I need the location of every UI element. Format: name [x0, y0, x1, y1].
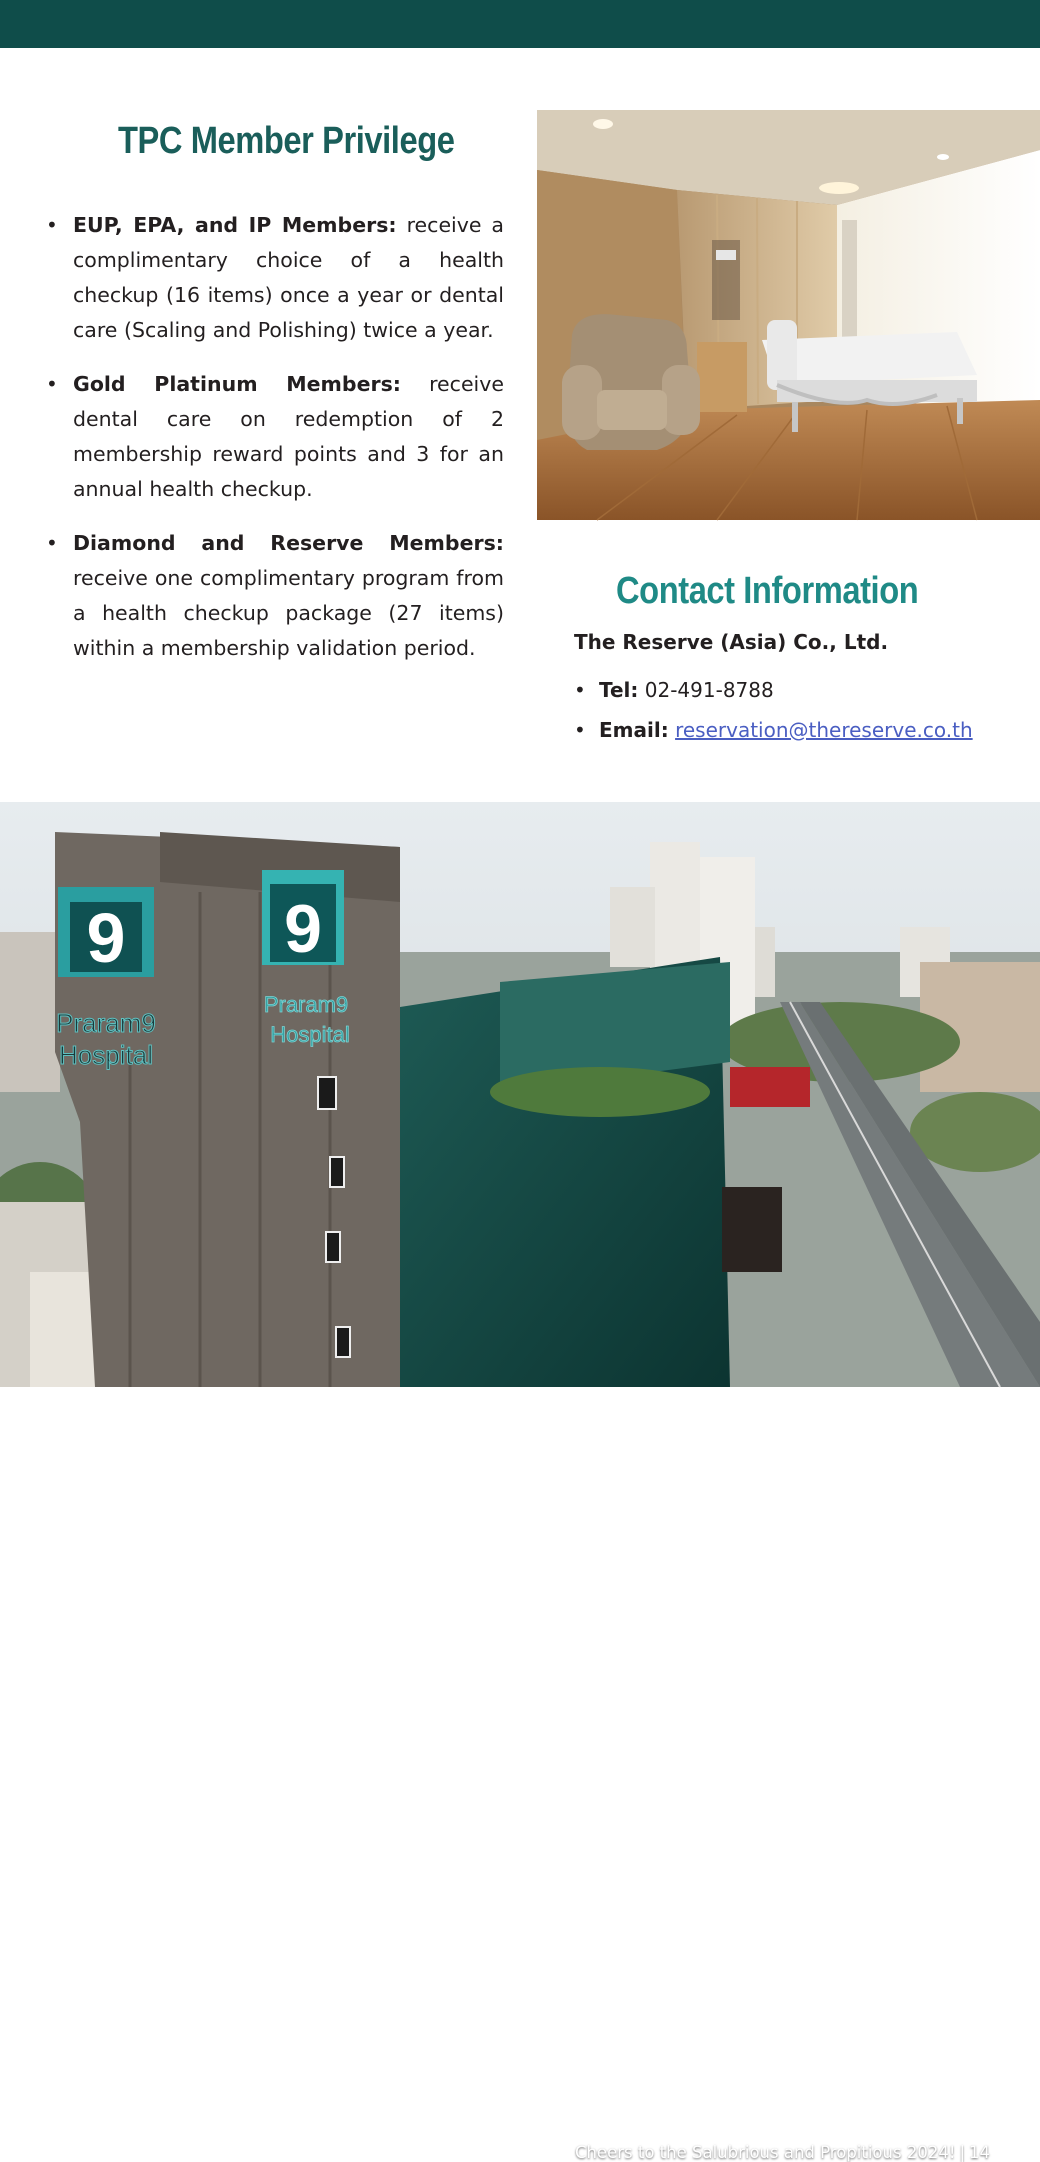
bullet-icon: •: [46, 213, 58, 237]
privilege-item: [46, 208, 504, 348]
logo-name-right-2: Hospital: [270, 1022, 350, 1047]
bullet-icon: •: [574, 678, 586, 702]
privilege-text: receive one complimentary program from a health checkup package (27 items) within a membership validation period.: [73, 566, 504, 660]
privilege-title: TPC Member Privilege: [118, 120, 455, 162]
contact-email: [574, 710, 973, 750]
footer-caption: Cheers to the Salubrious and Propitious 2024!: [574, 2143, 956, 2162]
hospital-room-photo: [537, 110, 1040, 520]
privilege-item: [46, 367, 504, 507]
bullet-icon: •: [46, 531, 58, 555]
privilege-item: [46, 526, 504, 666]
logo-number-right: 9: [284, 891, 322, 967]
logo-name-right-1: Praram9: [263, 992, 349, 1017]
bullet-icon: •: [574, 718, 586, 742]
privilege-text: receive a complimentary choice of a health checkup (16 items) once a year or dental care (Scaling and Polishing) twice a year.: [73, 213, 504, 342]
bullet-icon: •: [46, 372, 58, 396]
privilege-list: [46, 208, 504, 685]
hospital-building-photo: [0, 802, 1040, 2162]
privilege-text: receive dental care on redemption of 2 membership reward points and 3 for an annual health checkup.: [73, 372, 504, 501]
tel-label: Tel:: [599, 678, 639, 702]
logo-number-left: 9: [86, 899, 126, 977]
privilege-label: Diamond and Reserve Members:: [73, 531, 504, 555]
contact-title: Contact Information: [616, 570, 919, 612]
tel-value: 02-491-8788: [644, 678, 774, 702]
top-bar: [0, 0, 1040, 48]
contact-list: [574, 670, 973, 750]
company-name: The Reserve (Asia) Co., Ltd.: [574, 630, 889, 654]
logo-name-left-2: Hospital: [59, 1040, 153, 1070]
page-number: 14: [969, 2143, 990, 2162]
email-link[interactable]: reservation@thereserve.co.th: [675, 718, 973, 742]
contact-tel: [574, 670, 973, 710]
email-label: Email:: [599, 718, 669, 742]
footer-separator: |: [959, 2143, 965, 2162]
logo-name-left-1: Praram9: [56, 1008, 156, 1038]
footer: [575, 2143, 990, 2162]
privilege-label: Gold Platinum Members:: [73, 372, 401, 396]
privilege-label: EUP, EPA, and IP Members:: [73, 213, 397, 237]
